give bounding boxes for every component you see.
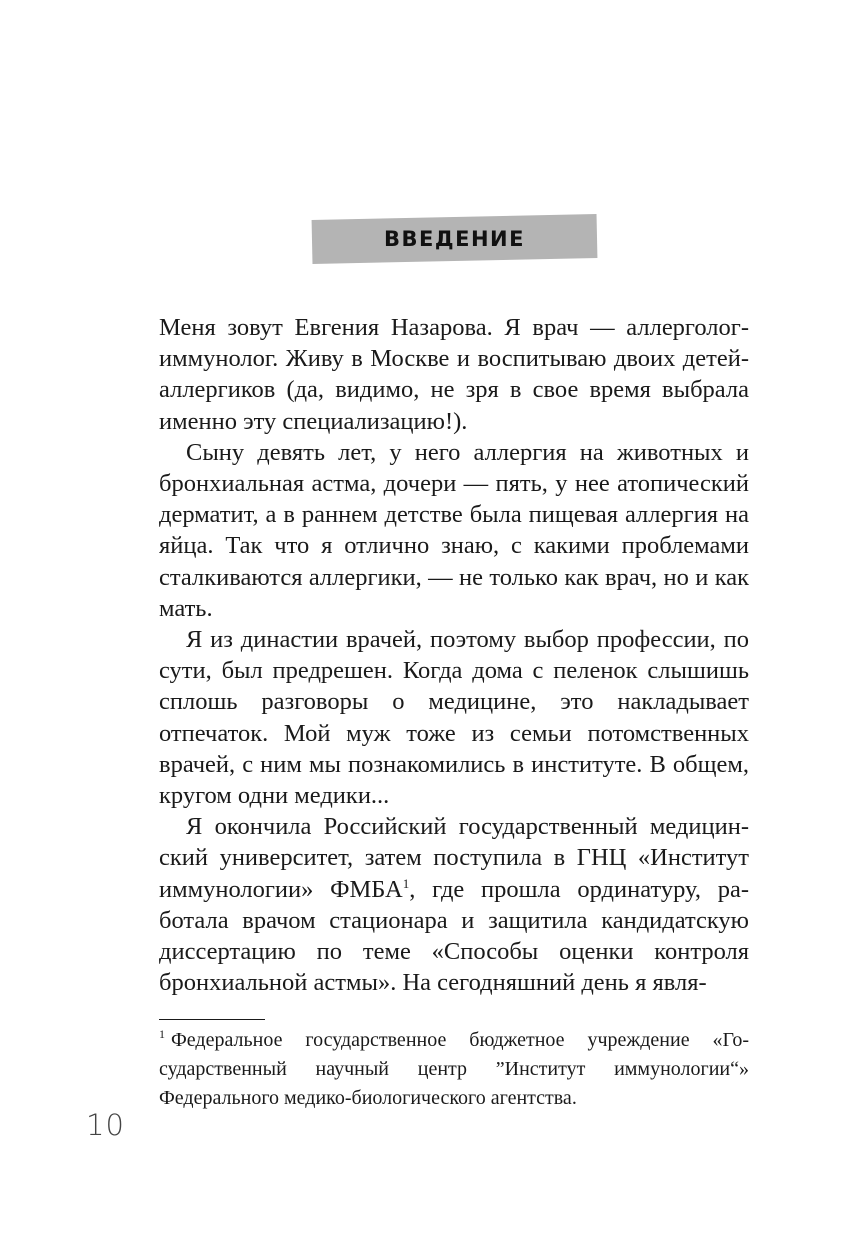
paragraph-4-part-2: , где прошла ординатуру, работала врачом стационара и защитила кандидатскую диссертацию по теме «Способы оценки контроля бронхиальной астмы». На сегодняшний день я явля- [159,875,749,997]
footnote-reference: 1 [402,875,410,891]
body-text [159,312,749,998]
footnote-text: Федеральное государственное бюджетное учреждение «Государственный научный центр ”Институт иммунологии“» Федерального медико-биологического агентства. [159,1029,749,1109]
footnote-divider [159,1019,265,1020]
paragraph-4 [159,811,749,998]
chapter-title: ВВЕДЕНИЕ [384,227,525,251]
paragraph-3: Я из династии врачей, поэтому выбор профессии, по сути, был предрешен. Когда дома с пеленок слышишь сплошь разговоры о медицине, это накладывает отпечаток. Мой муж тоже из семьи потомственных врачей, с ним мы познакомились в институте. В общем, кругом одни медики... [159,626,749,810]
paragraph-2: Сыну девять лет, у него аллергия на животных и бронхиальная астма, дочери — пять, у нее атопический дерматит, а в раннем детстве была пищевая аллергия на яйца. Так что я отлично знаю, с какими проблемами сталкиваются аллергики, — не только как врач, но и как мать. [159,438,749,622]
page-number: 10 [86,1108,125,1142]
paragraph-4-part-1: Я окончила Российский государственный медицинский университет, затем поступила в ГНЦ «Институт иммунологии» ФМБА [159,813,749,903]
footnote [159,1026,749,1113]
paragraph-1: Меня зовут Евгения Назарова. Я врач — аллерголог-иммунолог. Живу в Москве и воспитываю двоих детей-аллергиков (да, видимо, не зря в свое время выбрала именно эту специализацию!). [159,314,749,435]
footnote-number: 1 [159,1027,165,1042]
